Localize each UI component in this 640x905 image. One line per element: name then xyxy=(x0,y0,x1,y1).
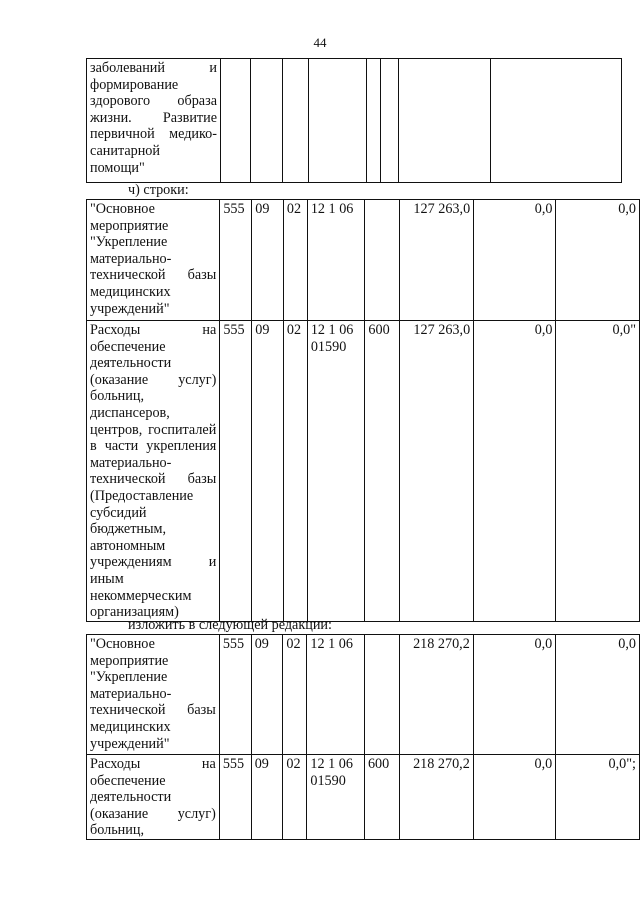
row-name: "Основное мероприятие "Укрепление материально-технической базы медицинских учреждений" xyxy=(87,200,220,321)
cell-code: 555 xyxy=(219,755,251,840)
table-new-rows xyxy=(86,634,640,840)
cell-code: 600 xyxy=(364,755,399,840)
cell-code: 12 1 06 01590 xyxy=(307,321,365,622)
cell-empty xyxy=(309,59,367,183)
cell-sum: 0,0 xyxy=(474,321,556,622)
table-row xyxy=(87,755,640,840)
cell-sum: 218 270,2 xyxy=(399,635,473,755)
cell-code: 555 xyxy=(219,635,251,755)
cell-code: 09 xyxy=(252,321,284,622)
table-row xyxy=(87,321,640,622)
cell-sum: 0,0" xyxy=(556,321,640,622)
cell-code: 600 xyxy=(365,321,400,622)
cell-code: 555 xyxy=(220,200,252,321)
cell-code xyxy=(365,200,400,321)
cell-code: 02 xyxy=(283,200,307,321)
table-continuation xyxy=(86,58,622,183)
cell-code: 12 1 06 xyxy=(307,200,365,321)
cell-empty xyxy=(491,59,622,183)
cell-empty xyxy=(399,59,491,183)
cell-code: 02 xyxy=(283,321,307,622)
table-row xyxy=(87,59,622,183)
cell-code: 12 1 06 xyxy=(307,635,365,755)
cell-sum: 218 270,2 xyxy=(399,755,473,840)
cell-sum: 127 263,0 xyxy=(400,200,474,321)
cell-empty xyxy=(283,59,309,183)
row-name: Расходы на обеспечение деятельности (оказание услуг) больниц, xyxy=(87,755,220,840)
caption-new-edition: изложить в следующей редакции: xyxy=(128,617,332,633)
cell-sum: 0,0 xyxy=(473,635,555,755)
cell-code: 02 xyxy=(283,755,307,840)
row-name: заболеваний и формирование здорового образа жизни. Развитие первичной медико-санитарной помощи" xyxy=(87,59,221,183)
cell-code: 09 xyxy=(251,755,283,840)
cell-code: 02 xyxy=(283,635,307,755)
table-old-rows xyxy=(86,199,640,622)
row-name: Расходы на обеспечение деятельности (оказание услуг) больниц, диспансеров, центров, госпиталей в части укрепления материально-технической базы (Предоставление субсидий бюджетным, автономным учреждениям и иным некоммерческим организациям) xyxy=(87,321,220,622)
table-row xyxy=(87,635,640,755)
cell-code: 09 xyxy=(251,635,283,755)
cell-sum: 0,0 xyxy=(474,200,556,321)
row-name: "Основное мероприятие "Укрепление материально-технической базы медицинских учреждений" xyxy=(87,635,220,755)
cell-sum: 127 263,0 xyxy=(400,321,474,622)
cell-code: 12 1 06 01590 xyxy=(307,755,365,840)
page-number: 44 xyxy=(313,35,327,50)
cell-code: 09 xyxy=(252,200,284,321)
cell-sum: 0,0"; xyxy=(556,755,640,840)
cell-sum: 0,0 xyxy=(473,755,555,840)
cell-code: 555 xyxy=(220,321,252,622)
cell-sum: 0,0 xyxy=(556,200,640,321)
table-row xyxy=(87,200,640,321)
cell-empty xyxy=(221,59,251,183)
cell-sum: 0,0 xyxy=(556,635,640,755)
caption-rows: ч) строки: xyxy=(128,182,189,198)
cell-empty xyxy=(251,59,283,183)
cell-empty xyxy=(381,59,399,183)
cell-empty xyxy=(367,59,381,183)
cell-code xyxy=(364,635,399,755)
